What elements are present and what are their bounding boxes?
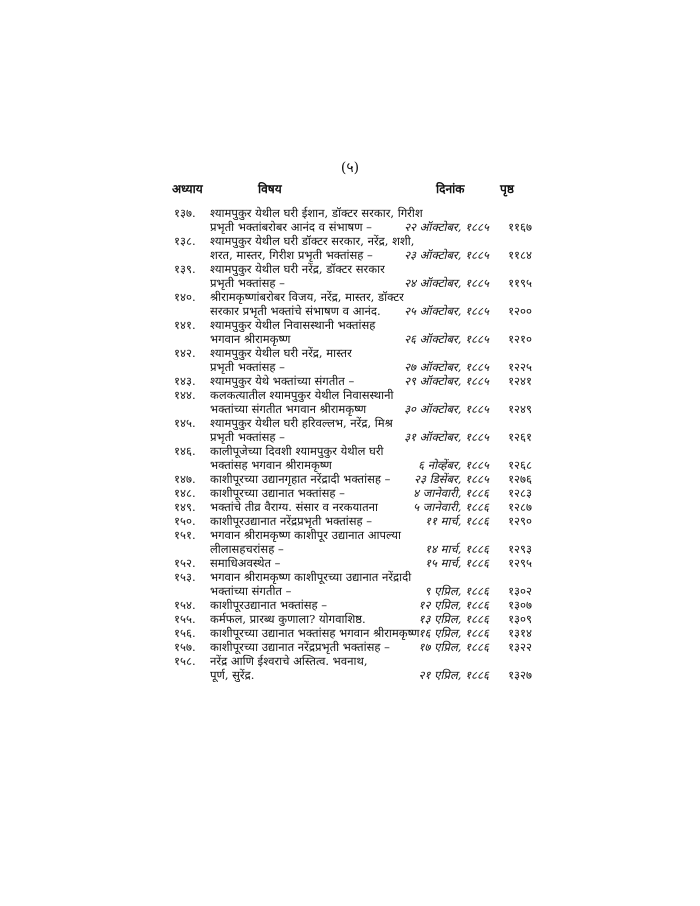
entry-date: ४ जानेवारी, १८८६ [413, 486, 489, 500]
entry-date: १७ एप्रिल, १८८६ [418, 640, 489, 654]
chapter-number: १५६. [174, 626, 196, 640]
subject-text: शरत, मास्तर, गिरीश प्रभृती भक्तांसह – [210, 248, 373, 262]
entry-date: १४ मार्च, १८८६ [424, 542, 489, 556]
table-row [0, 500, 700, 514]
table-row [0, 262, 700, 290]
entry-date: २३ डिसेंबर, १८८५ [413, 472, 489, 486]
chapter-number: १३७. [174, 206, 196, 220]
subject-text: सरकार प्रभृती भक्तांचे संभाषण व आनंद. [210, 304, 381, 318]
table-row-line [0, 206, 700, 220]
header-vishay: विषय [258, 182, 282, 196]
subject-text: काशीपूरच्या उद्यानगृहात नरेंद्रादी भक्तांसह – [210, 472, 391, 486]
table-row-line [0, 374, 700, 388]
table-row-line [0, 346, 700, 360]
entry-page: १२९३ [508, 542, 532, 556]
entry-page: १३०७ [508, 598, 532, 612]
table-row-line [0, 332, 700, 346]
table-row-line [0, 500, 700, 514]
entry-page: १२४९ [508, 402, 532, 416]
chapter-number: १४९. [174, 500, 196, 514]
entry-page: १३०९ [508, 612, 532, 626]
chapter-number: १५१. [174, 528, 196, 542]
entry-page: ११८४ [508, 248, 532, 262]
subject-text: भगवान श्रीरामकृष्ण काशीपूरच्या उद्यानात नरेंद्रादी [210, 570, 412, 584]
subject-text: नरेंद्र आणि ईश्वराचे अस्तित्व. भवनाथ, [210, 654, 368, 668]
subject-text: काशीपूरच्या उद्यानात भक्तांसह – [210, 486, 345, 500]
entry-page: १३२७ [508, 668, 532, 682]
chapter-number: १४८. [174, 486, 196, 500]
table-row-line [0, 388, 700, 402]
table-row [0, 318, 700, 346]
table-row-line [0, 318, 700, 332]
table-row-line [0, 542, 700, 556]
entry-page: १२४१ [508, 374, 532, 388]
table-row [0, 374, 700, 388]
subject-text: कर्मफल, प्रारब्ध कुणाला? योगवाशिष्ठ. [210, 612, 366, 626]
subject-text: श्यामपुकुर येथील घरी डॉक्टर सरकार, नरेंद्र, शशी, [210, 234, 415, 248]
entry-date: २५ ऑक्टोबर, १८८५ [404, 304, 489, 318]
header-prushtha: पृष्ठ [500, 182, 514, 196]
chapter-number: १५२. [174, 556, 196, 570]
entry-page: १२०० [508, 304, 532, 318]
table-row-line [0, 262, 700, 276]
entry-page: १२६८ [508, 458, 532, 472]
chapter-number: १४६. [174, 444, 196, 458]
table-row [0, 416, 700, 444]
entry-page: १२६१ [508, 430, 532, 444]
entry-date: ३१ ऑक्टोबर, १८८५ [404, 430, 489, 444]
table-row-line [0, 612, 700, 626]
subject-text: कालीपूजेच्या दिवशी श्यामपुकुर येथील घरी [210, 444, 384, 458]
chapter-number: १५३. [174, 570, 196, 584]
chapter-number: १४१. [174, 318, 196, 332]
entry-date: १५ मार्च, १८८६ [424, 556, 489, 570]
table-row-line [0, 248, 700, 262]
subject-text: श्रीरामकृष्णांबरोबर विजय, नरेंद्र, मास्तर, डॉक्टर [210, 290, 404, 304]
page-number: (५) [340, 160, 360, 176]
chapter-number: १५५. [174, 612, 196, 626]
subject-text: प्रभृती भक्तांबरोबर आनंद व संभाषण – [210, 220, 372, 234]
subject-text: प्रभृती भक्तांसह – [210, 360, 285, 374]
table-row [0, 290, 700, 318]
entry-page: १२१० [508, 332, 532, 346]
entry-date: ११ मार्च, १८८६ [424, 514, 489, 528]
chapter-number: १४७. [174, 472, 196, 486]
entry-date: २४ ऑक्टोबर, १८८५ [404, 276, 489, 290]
subject-text: भगवान श्रीरामकृष्ण काशीपूर उद्यानात आपल्या [210, 528, 401, 542]
entry-date: ५ जानेवारी, १८८६ [413, 500, 489, 514]
table-row-line [0, 598, 700, 612]
entry-date: ६ नोव्हेंबर, १८८५ [418, 458, 489, 472]
table-row-line [0, 584, 700, 598]
subject-text: भगवान श्रीरामकृष्ण [210, 332, 291, 346]
table-row [0, 486, 700, 500]
header-dinank: दिनांक [436, 182, 465, 196]
entry-page: १३१४ [508, 626, 532, 640]
subject-text: पूर्ण, सुरेंद्र. [210, 668, 255, 682]
table-header [0, 180, 700, 200]
table-row-line [0, 556, 700, 570]
table-row-line [0, 626, 700, 640]
entry-date: २२ ऑक्टोबर, १८८५ [404, 220, 489, 234]
subject-text: भक्तांचे तीव्र वैराग्य. संसार व नरकयातना [210, 500, 379, 514]
entry-date: २७ ऑक्टोबर, १८८५ [404, 360, 489, 374]
entry-date: २९ ऑक्टोबर, १८८५ [404, 374, 489, 388]
subject-text: काशीपूरच्या उद्यानात नरेंद्रप्रभृती भक्तांसह – [210, 640, 390, 654]
entry-page: १२७६ [508, 472, 532, 486]
contents-table [0, 206, 700, 682]
table-row-line [0, 668, 700, 682]
chapter-number: १५४. [174, 598, 196, 612]
subject-text: काशीपूरच्या उद्यानात भक्तांसह भगवान श्रीरामकृष्ण [210, 626, 420, 640]
subject-text: काशीपूरउद्यानात भक्तांसह – [210, 598, 328, 612]
entry-page: १२८७ [508, 500, 532, 514]
table-row-line [0, 570, 700, 584]
table-row-line [0, 654, 700, 668]
table-row-line [0, 430, 700, 444]
table-row-line [0, 276, 700, 290]
table-row [0, 612, 700, 626]
entry-date: ९ एप्रिल, १८८६ [424, 584, 489, 598]
subject-text: भक्तांच्या संगतीत भगवान श्रीरामकृष्ण [210, 402, 367, 416]
table-row-line [0, 458, 700, 472]
chapter-number: १५७. [174, 640, 196, 654]
table-row [0, 626, 700, 640]
chapter-number: १५८. [174, 654, 196, 668]
subject-text: कलकत्यातील श्यामपुकुर येथील निवासस्थानी [210, 388, 394, 402]
entry-date: १६ एप्रिल, १८८६ [418, 626, 489, 640]
table-row-line [0, 472, 700, 486]
table-row-line [0, 304, 700, 318]
chapter-number: १४३. [174, 374, 196, 388]
table-row-line [0, 234, 700, 248]
table-row [0, 654, 700, 682]
entry-page: १३०२ [508, 584, 532, 598]
entry-date: २१ एप्रिल, १८८६ [418, 668, 489, 682]
subject-text: श्यामपुकुर येथे भक्तांच्या संगतीत – [210, 374, 355, 388]
entry-date: १३ एप्रिल, १८८६ [418, 612, 489, 626]
table-row-line [0, 528, 700, 542]
subject-text: श्यामपुकुर येथील घरी नरेंद्र, डॉक्टर सरकार [210, 262, 385, 276]
entry-date: २६ ऑक्टोबर, १८८५ [404, 332, 489, 346]
entry-page: १२८३ [508, 486, 532, 500]
entry-page: १३२२ [508, 640, 532, 654]
entry-page: ११९५ [508, 276, 532, 290]
entry-date: २३ ऑक्टोबर, १८८५ [404, 248, 489, 262]
entry-page: १२९५ [508, 556, 532, 570]
chapter-number: १४४. [174, 388, 196, 402]
entry-date: १२ एप्रिल, १८८६ [418, 598, 489, 612]
chapter-number: १३८. [174, 234, 196, 248]
table-row [0, 640, 700, 654]
chapter-number: १४०. [174, 290, 196, 304]
subject-text: लीलासहचरांसह – [210, 542, 284, 556]
chapter-number: १४२. [174, 346, 196, 360]
table-row-line [0, 402, 700, 416]
chapter-number: १३९. [174, 262, 196, 276]
chapter-number: १४५. [174, 416, 196, 430]
entry-page: १२९० [508, 514, 532, 528]
table-row-line [0, 514, 700, 528]
subject-text: भक्तांच्या संगतीत – [210, 584, 292, 598]
table-row [0, 444, 700, 472]
table-row [0, 206, 700, 234]
table-row-line [0, 290, 700, 304]
table-row [0, 598, 700, 612]
table-row-line [0, 416, 700, 430]
subject-text: श्यामपुकुर येथील घरी ईशान, डॉक्टर सरकार, गिरीश [210, 206, 423, 220]
entry-page: ११६७ [508, 220, 532, 234]
table-row [0, 570, 700, 598]
table-row [0, 346, 700, 374]
table-row [0, 234, 700, 262]
subject-text: श्यामपुकुर येथील निवासस्थानी भक्तांसह [210, 318, 376, 332]
subject-text: समाधिअवस्थेत – [210, 556, 281, 570]
table-row-line [0, 486, 700, 500]
table-row [0, 528, 700, 556]
table-row-line [0, 444, 700, 458]
header-adhyay: अध्याय [172, 182, 203, 196]
subject-text: प्रभृती भक्तांसह – [210, 430, 285, 444]
table-row-line [0, 220, 700, 234]
entry-date: ३० ऑक्टोबर, १८८५ [404, 402, 489, 416]
subject-text: काशीपूरउद्यानात नरेंद्रप्रभृती भक्तांसह – [210, 514, 373, 528]
entry-page: १२२५ [508, 360, 532, 374]
table-row [0, 388, 700, 416]
chapter-number: १५०. [174, 514, 196, 528]
table-row [0, 556, 700, 570]
subject-text: श्यामपुकुर येथील घरी नरेंद्र, मास्तर [210, 346, 352, 360]
subject-text: प्रभृती भक्तांसह – [210, 276, 285, 290]
table-row-line [0, 360, 700, 374]
table-row-line [0, 640, 700, 654]
table-row [0, 514, 700, 528]
table-row [0, 472, 700, 486]
subject-text: श्यामपुकुर येथील घरी हरिवल्लभ, नरेंद्र, मिश्र [210, 416, 393, 430]
subject-text: भक्तांसह भगवान श्रीरामकृष्ण [210, 458, 332, 472]
